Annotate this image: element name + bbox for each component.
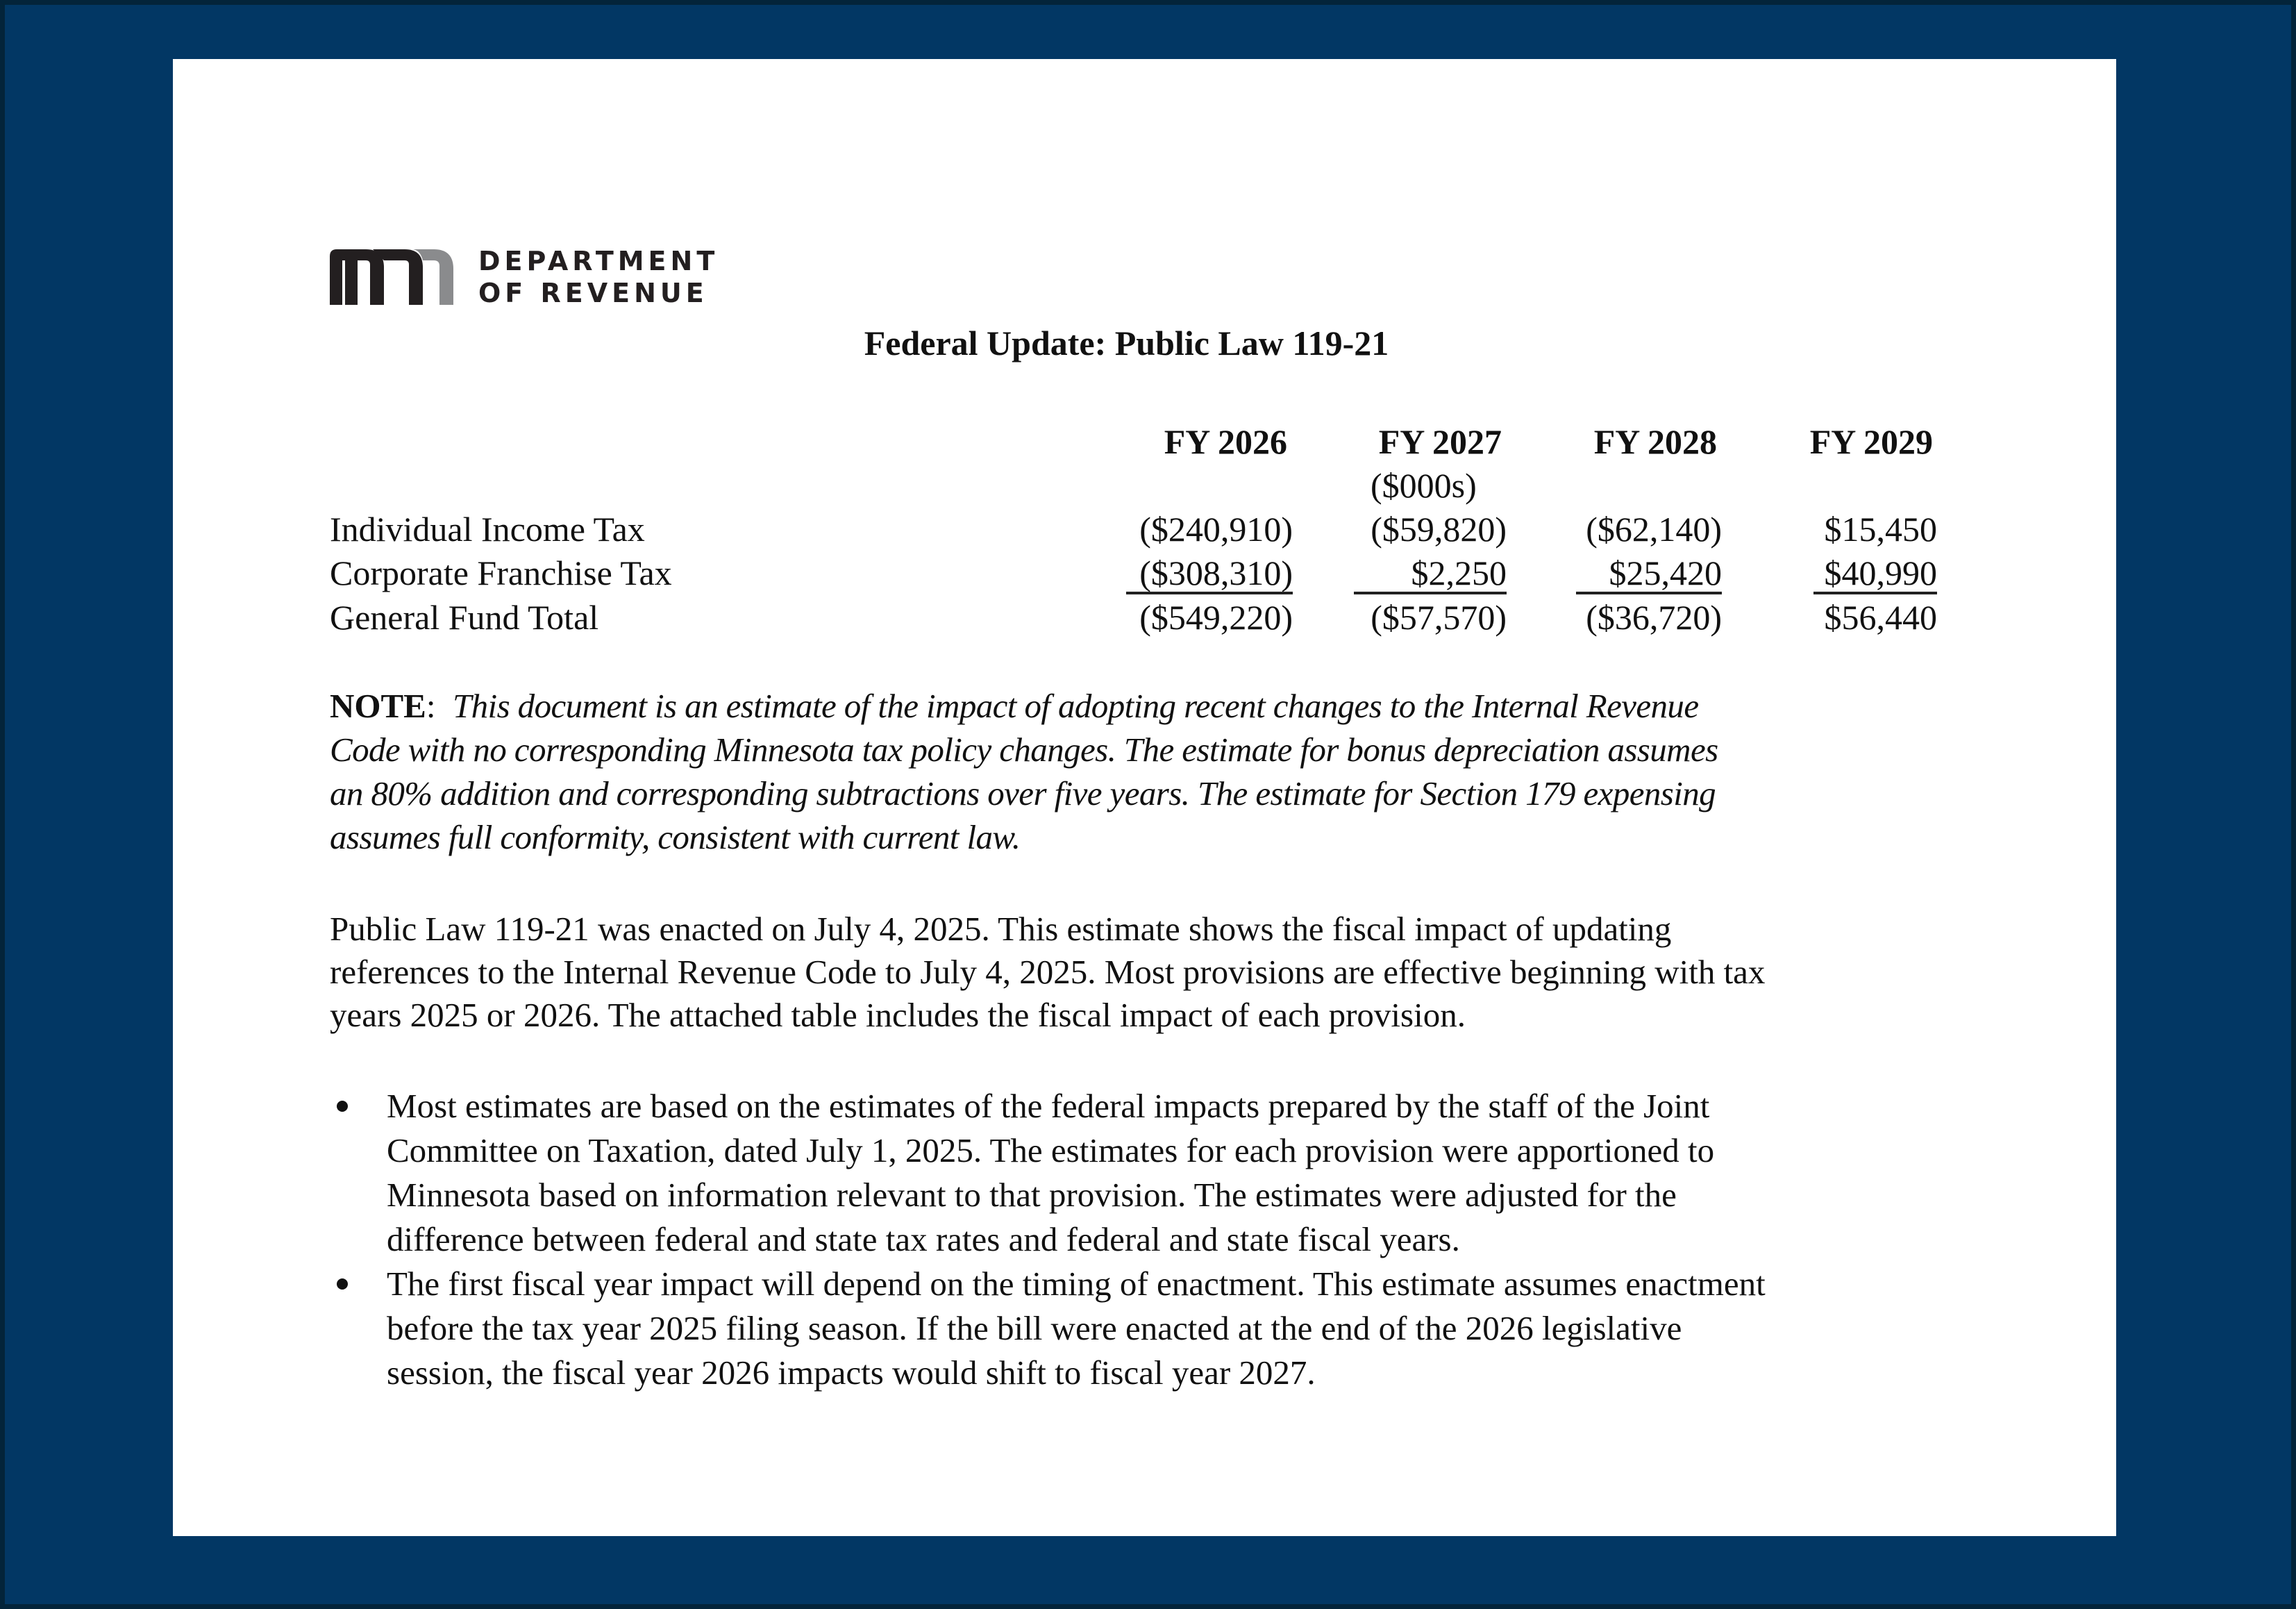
- bullet-item: [330, 1262, 1996, 1395]
- paragraph-line: references to the Internal Revenue Code to July 4, 2025. Most provisions are effective beginning with tax: [330, 953, 1766, 991]
- note-line: Code with no corresponding Minnesota tax policy changes. The estimate for bonus depreciation assumes: [330, 731, 1718, 769]
- table-cell: ($57,570): [1371, 598, 1507, 637]
- bullet-icon: [337, 1101, 348, 1112]
- table-cell: ($549,220): [1139, 598, 1293, 637]
- bullet-line: Committee on Taxation, dated July 1, 2025. The estimates for each provision were apportioned to: [387, 1131, 1715, 1169]
- bullet-line: The first fiscal year impact will depend on the timing of enactment. This estimate assumes enactment: [387, 1265, 1766, 1303]
- table-cell: ($240,910): [1139, 510, 1293, 549]
- summary-paragraph: [330, 908, 1989, 1037]
- table-cell: $25,420: [1576, 551, 1722, 594]
- logo-line-1: DEPARTMENT: [478, 246, 719, 276]
- bullet-item: [330, 1084, 1996, 1262]
- department-of-revenue-logo: [330, 245, 719, 308]
- row-label-corporate-franchise-tax: Corporate Franchise Tax: [330, 553, 672, 592]
- units-label: ($000s): [1371, 466, 1477, 505]
- column-header-fy2028: FY 2028: [1593, 422, 1717, 461]
- screen-frame: [5, 5, 2291, 1604]
- logo-wordmark: [478, 245, 719, 309]
- table-cell: ($308,310): [1126, 551, 1293, 594]
- bullet-line: Most estimates are based on the estimates of the federal impacts prepared by the staff of the Joint: [387, 1087, 1710, 1125]
- table-cell: ($62,140): [1586, 510, 1722, 549]
- column-header-fy2026: FY 2026: [1164, 422, 1287, 461]
- row-label-general-fund-total: General Fund Total: [330, 598, 599, 637]
- note-label: NOTE: [330, 687, 426, 725]
- bullet-icon: [337, 1278, 348, 1290]
- logo-line-2: OF REVENUE: [478, 278, 708, 308]
- document-title: Federal Update: Public Law 119-21: [864, 324, 1389, 362]
- note-line: an 80% addition and corresponding subtractions over five years. The estimate for Section 179 expensing: [330, 774, 1716, 812]
- bullet-line: session, the fiscal year 2026 impacts would shift to fiscal year 2027.: [387, 1353, 1316, 1392]
- bullet-line: difference between federal and state tax rates and federal and state fiscal years.: [387, 1220, 1460, 1258]
- note-line: This document is an estimate of the impact of adopting recent changes to the Internal Revenue: [453, 687, 1699, 725]
- mn-logo-icon: [330, 247, 462, 305]
- table-cell: $56,440: [1824, 598, 1937, 637]
- column-header-fy2027: FY 2027: [1378, 422, 1502, 461]
- column-header-fy2029: FY 2029: [1809, 422, 1933, 461]
- row-label-individual-income-tax: Individual Income Tax: [330, 510, 645, 549]
- bullet-line: before the tax year 2025 filing season. If the bill were enacted at the end of the 2026 legislative: [387, 1309, 1682, 1347]
- table-cell: ($59,820): [1371, 510, 1507, 549]
- table-cell: $15,450: [1824, 510, 1937, 549]
- note-block: NOTE: This document is an estimate of the impact of adopting recent changes to the Internal Revenue Code with no corresponding Minnesota tax policy changes. The estimate for bonus depreciation assumes an 80% addition and corresponding subtractions over five years. The estimate for Section 179 expensing assumes full conformity, consistent with current law.: [330, 687, 1718, 856]
- bullet-list: [330, 1084, 1996, 1395]
- table-cell: $40,990: [1813, 551, 1937, 594]
- document-page: [173, 59, 2116, 1536]
- note-line: assumes full conformity, consistent with current law.: [330, 818, 1021, 856]
- paragraph-line: years 2025 or 2026. The attached table includes the fiscal impact of each provision.: [330, 996, 1466, 1034]
- paragraph-line: Public Law 119-21 was enacted on July 4, 2025. This estimate shows the fiscal impact of updating: [330, 910, 1672, 948]
- table-cell: $2,250: [1354, 551, 1507, 594]
- table-cell: ($36,720): [1586, 598, 1722, 637]
- bullet-line: Minnesota based on information relevant to that provision. The estimates were adjusted for the: [387, 1176, 1677, 1214]
